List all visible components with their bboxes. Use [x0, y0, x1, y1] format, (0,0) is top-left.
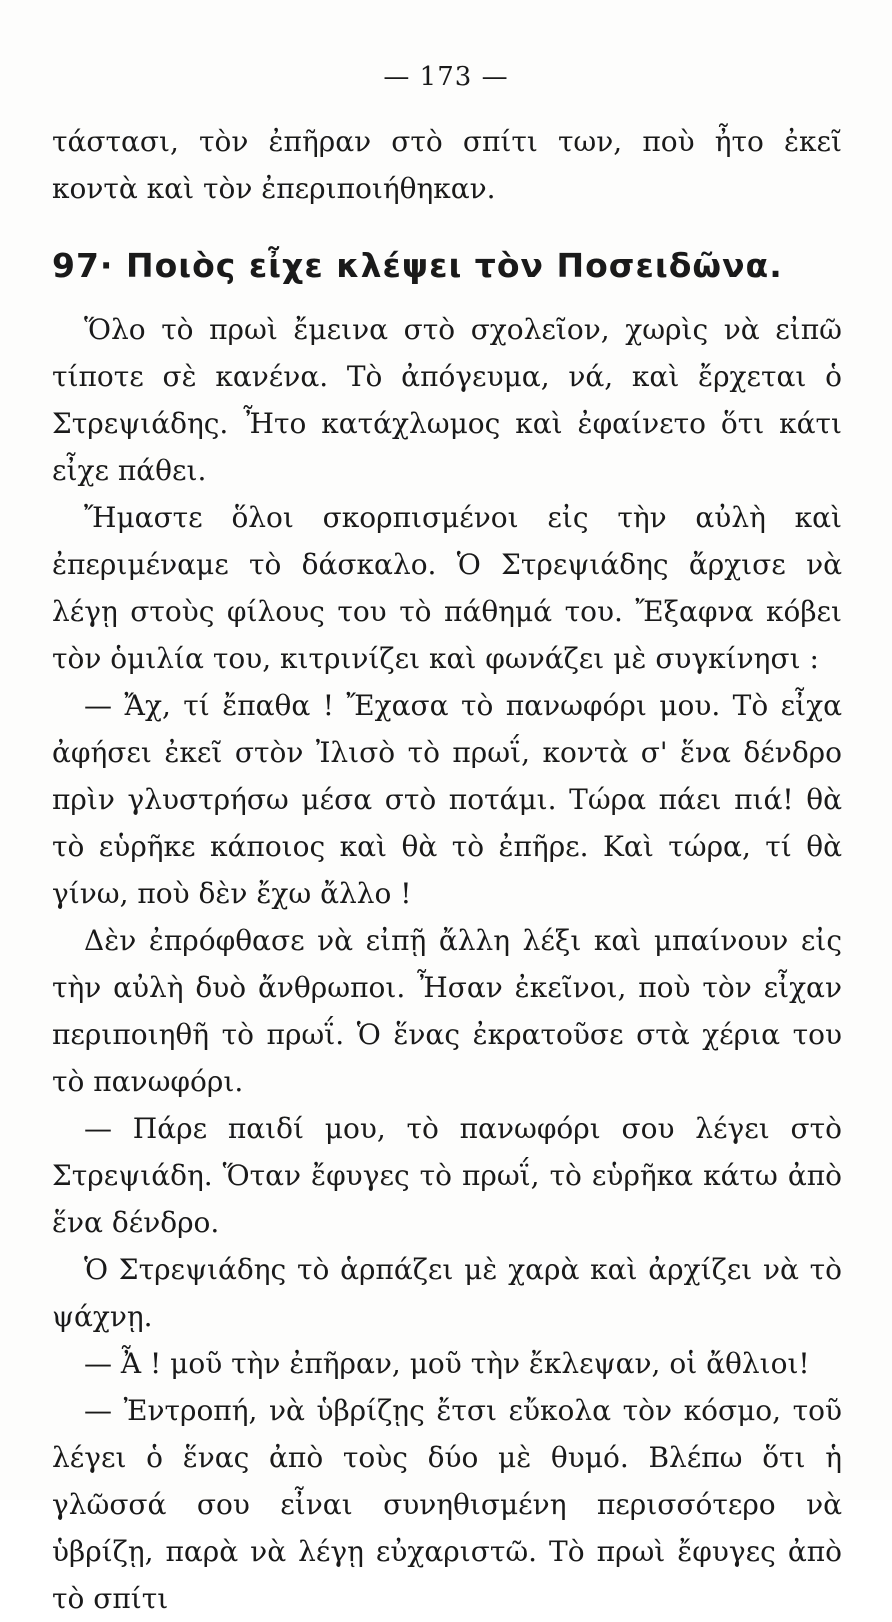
page-text [52, 118, 842, 1622]
continuation-paragraph: τάστασι, τὸν ἐπῆραν στὸ σπίτι των, ποὺ ἦτο ἐκεῖ κοντὰ καὶ τὸν ἐπεριποιήθηκαν. [52, 125, 842, 205]
dialogue-paragraph: — Ἄχ, τί ἔπαθα ! Ἔχασα τὸ πανωφόρι μου. Τὸ εἶχα ἀφήσει ἐκεῖ στὸν Ἰλισὸ τὸ πρωΐ, κοντὰ σ' ἕνα δένδρο πρὶν γλυστρήσω μέσα στὸ ποτάμι. Τώρα πάει πιά! θὰ τὸ εὑρῆκε κάποιος καὶ θὰ τὸ ἐπῆρε. Καὶ τώρα, τί θὰ γίνω, ποὺ δὲν ἔχω ἄλλο ! [52, 689, 842, 910]
dialogue-paragraph: — Ἆ ! μοῦ τὴν ἐπῆραν, μοῦ τὴν ἔκλεψαν, οἱ ἄθλιοι! [84, 1347, 810, 1380]
section-heading: 97· Ποιὸς εἶχε κλέψει τὸν Ποσειδῶνα. [52, 246, 783, 285]
page-number: — 173 — [383, 62, 509, 92]
paragraph: Δὲν ἐπρόφθασε νὰ εἰπῇ ἄλλη λέξι καὶ μπαίνουν εἰς τὴν αὐλὴ δυὸ ἄνθρωποι. Ἦσαν ἐκεῖνοι, ποὺ τὸν εἶχαν περιποιηθῆ τὸ πρωΐ. Ὁ ἕνας ἐκρατοῦσε στὰ χέρια του τὸ πανωφόρι. [52, 924, 842, 1098]
paragraph: Ὁ Στρεψιάδης τὸ ἁρπάζει μὲ χαρὰ καὶ ἀρχίζει νὰ τὸ ψάχνῃ. [52, 1253, 842, 1333]
dialogue-paragraph: — Ἐντροπή, νὰ ὑβρίζῃς ἔτσι εὔκολα τὸν κόσμο, τοῦ λέγει ὁ ἕνας ἀπὸ τοὺς δύο μὲ θυμό. Βλέπω ὅτι ἡ γλῶσσά σου εἶναι συνηθισμένη περισσότερο νὰ ὑβρίζῃ, παρὰ νὰ λέγῃ εὐχαριστῶ. Τὸ πρωὶ ἔφυγες ἀπὸ τὸ σπίτι [52, 1394, 842, 1615]
paragraph: Ἤμαστε ὅλοι σκορπισμένοι εἰς τὴν αὐλὴ καὶ ἐπεριμέναμε τὸ δάσκαλο. Ὁ Στρεψιάδης ἄρχισε νὰ λέγῃ στοὺς φίλους του τὸ πάθημά του. Ἔξαφνα κόβει τὸν ὁμιλία του, κιτρινίζει καὶ φωνάζει μὲ συγκίνησι : [52, 501, 842, 675]
paragraph: Ὅλο τὸ πρωὶ ἔμεινα στὸ σχολεῖον, χωρὶς νὰ εἰπῶ τίποτε σὲ κανένα. Τὸ ἀπόγευμα, νά, καὶ ἔρχεται ὁ Στρεψιάδης. Ἦτο κατάχλωμος καὶ ἐφαίνετο ὅτι κάτι εἶχε πάθει. [52, 313, 842, 487]
dialogue-paragraph: — Πάρε παιδί μου, τὸ πανωφόρι σου λέγει στὸ Στρεψιάδη. Ὅταν ἔφυγες τὸ πρωΐ, τὸ εὑρῆκα κάτω ἀπὸ ἕνα δένδρο. [52, 1112, 842, 1239]
